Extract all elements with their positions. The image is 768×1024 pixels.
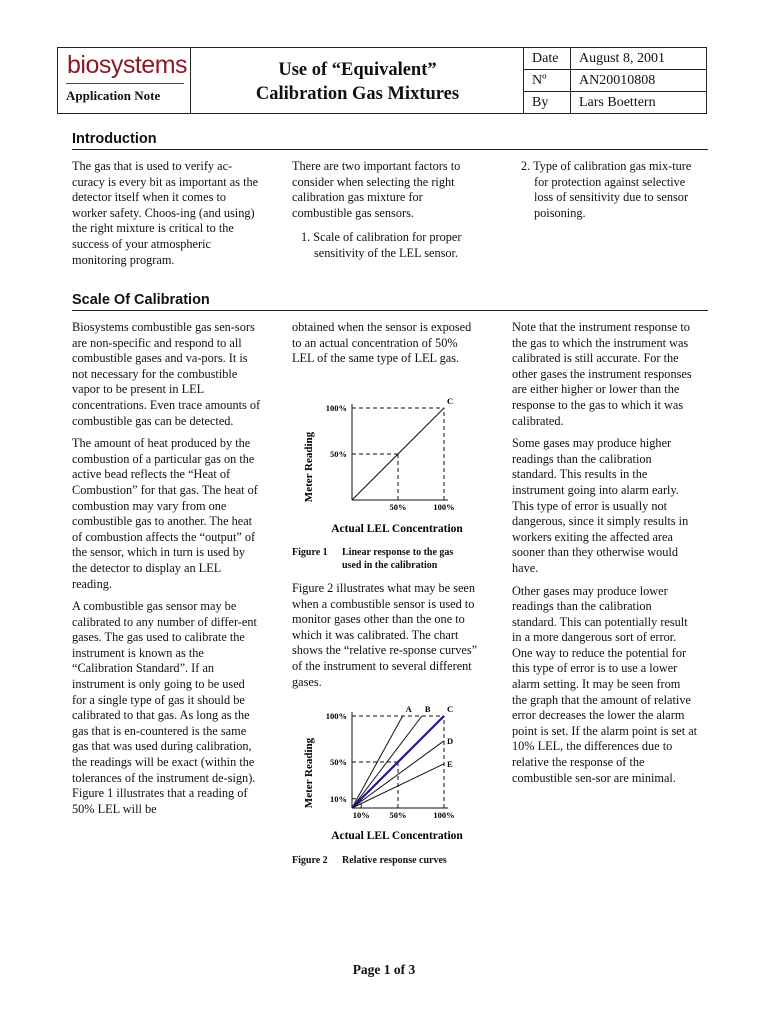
paragraph: obtained when the sensor is exposed to an actual concentration of 50% LEL of the same type of LEL gas. [292, 320, 472, 366]
scale-column-2-lower [292, 581, 482, 697]
paragraph: Some gases may produce higher readings than the calibration standard. This results in the instrument going into alarm early. This type of error is usually not dangerous, since it simply results in workers exiting the affected area sooner than they otherwise would have. [512, 436, 689, 575]
figure-2 [292, 700, 482, 867]
scale-column-2 [292, 320, 482, 374]
list-item: 2. Type of calibration gas mix-ture for protection against selective loss of sensitivity due to sensor poisoning. [521, 159, 692, 220]
series-label-e: E [447, 758, 453, 769]
series-line-c [352, 408, 444, 500]
title-line-2: Calibration Gas Mixtures [255, 84, 460, 104]
x-axis-label: Actual LEL Concentration [331, 523, 463, 535]
scale-of-calibration-heading: Scale Of Calibration [72, 292, 708, 311]
x-tick-label: 100% [433, 810, 455, 820]
intro-column-2 [292, 159, 482, 269]
paragraph: The gas that is used to verify ac-curacy is every bit as important as the detector itself when it comes to worker safety. Choos-ing (and using) the right mixture is critical to the success of your atmospheric monitoring program. [72, 159, 259, 267]
y-axis-label: Meter Reading [303, 431, 315, 503]
series-label-b: B [424, 704, 431, 714]
title-line-1: Use of “Equivalent” [278, 60, 437, 80]
x-tick-label: 10% [352, 810, 370, 820]
figure-1-caption [292, 546, 482, 572]
y-tick-label: 50% [330, 757, 347, 767]
paragraph: There are two important factors to consider when selecting the right calibration gas mixture for combustible gas sensors. [292, 159, 461, 220]
caption-line-1: Linear response to the gas [342, 547, 454, 558]
series-label-c: C [447, 396, 454, 406]
y-tick-label: 100% [325, 711, 347, 721]
meta-value: Lars Boettern [579, 95, 656, 110]
paragraph: Other gases may produce lower readings than the calibration standard. This can potentially result in a more dangerous sort of error. One way to reduce the potential for this type of error is to use a lower alarm setting. It may be seen from the graph that the amount of relative error decreases the lower the alarm point is set. If the alarm point is set at 10% LEL, the differences due to relative the response of the combustible sen-sor are minimal. [512, 583, 698, 785]
figure-2-caption [292, 854, 482, 867]
figure-2-chart [292, 700, 482, 848]
meta-key: Nº [524, 70, 571, 91]
meta-value: August 8, 2001 [579, 51, 665, 66]
logo-cell [58, 48, 191, 113]
intro-column-3 [512, 159, 698, 228]
caption-line-2: used in the calibration [342, 560, 438, 571]
paragraph: Figure 2 illustrates what may be seen when a combustible sensor is used to monitor gases other than the one to which it was calibrated. The chart shows the “relative re-sponse curves” of the instrument to several different gases. [292, 581, 478, 689]
paragraph: Biosystems combustible gas sen-sors are non-specific and respond to all combustible gases and va-pors. It is not necessary for the combustible vapor to be present in LEL concentrations. Even trace amounts of combustible gas can be detected. [72, 320, 261, 428]
meta-key: By [524, 92, 571, 114]
series-line-c [352, 716, 444, 808]
caption-number: Figure 1 [292, 547, 328, 558]
list-item: 1. Scale of calibration for proper sensitivity of the LEL sensor. [301, 230, 462, 260]
paragraph: Note that the instrument response to the gas to which the instrument was calibrated is still accurate. For the other gases the instrument responses are either higher or lower than the response to the gas to which it was calibrated. [512, 320, 692, 428]
meta-row-date [524, 48, 706, 70]
meta-row-number [524, 70, 706, 92]
x-tick-label: 100% [433, 502, 455, 512]
logo-underline [66, 83, 184, 84]
meta-value: AN20010808 [579, 73, 656, 88]
x-axis-label: Actual LEL Concentration [331, 830, 463, 842]
series-label-d: D [447, 735, 454, 746]
figure-1 [292, 392, 482, 572]
intro-column-1 [72, 159, 262, 275]
y-tick-label: 10% [330, 793, 347, 804]
paragraph: A combustible gas sensor may be calibrated to any number of differ-ent gases. The gas used to calibrate the instrument is known as the “Calibration Standard”. If an instrument is only going to be used for a single type of gas it should be calibrated to that gas. As long as the gas that is en-countered is the same gas that was used during calibration, the readings will be exact (within the tolerances of the instrument de-sign). Figure 1 illustrates that a reading of 50% LEL will be [72, 599, 257, 816]
scale-column-3 [512, 320, 698, 793]
figure-1-chart [292, 392, 482, 542]
y-tick-label: 100% [325, 403, 347, 413]
page-number: Page 1 of 3 [352, 962, 416, 977]
introduction-heading: Introduction [72, 131, 708, 150]
x-tick-label: 50% [389, 502, 407, 512]
application-note-label: Application Note [66, 88, 161, 103]
caption-number: Figure 2 [292, 855, 328, 866]
meta-row-author [524, 92, 706, 114]
document-title [191, 58, 524, 106]
caption-text: Relative response curves [342, 855, 447, 866]
meta-key: Date [524, 48, 571, 69]
series-label-c: C [447, 704, 454, 714]
x-tick-label: 50% [389, 810, 407, 820]
document-header [57, 47, 707, 114]
series-label-a: A [405, 704, 412, 714]
paragraph: The amount of heat produced by the combustion of a particular gas on the active bead reflects the “Heat of Combustion” for that gas. The heat of combustion may vary from one combustible gas to another. The heat of combustion affects the “output” of the sensor, which in turn is used by the detector to display an LEL reading. [72, 436, 258, 591]
y-axis-label: Meter Reading [303, 737, 315, 809]
scale-column-1 [72, 320, 262, 824]
title-cell [191, 48, 524, 113]
y-tick-label: 50% [330, 449, 347, 459]
biosystems-logo: biosystems [67, 51, 188, 79]
